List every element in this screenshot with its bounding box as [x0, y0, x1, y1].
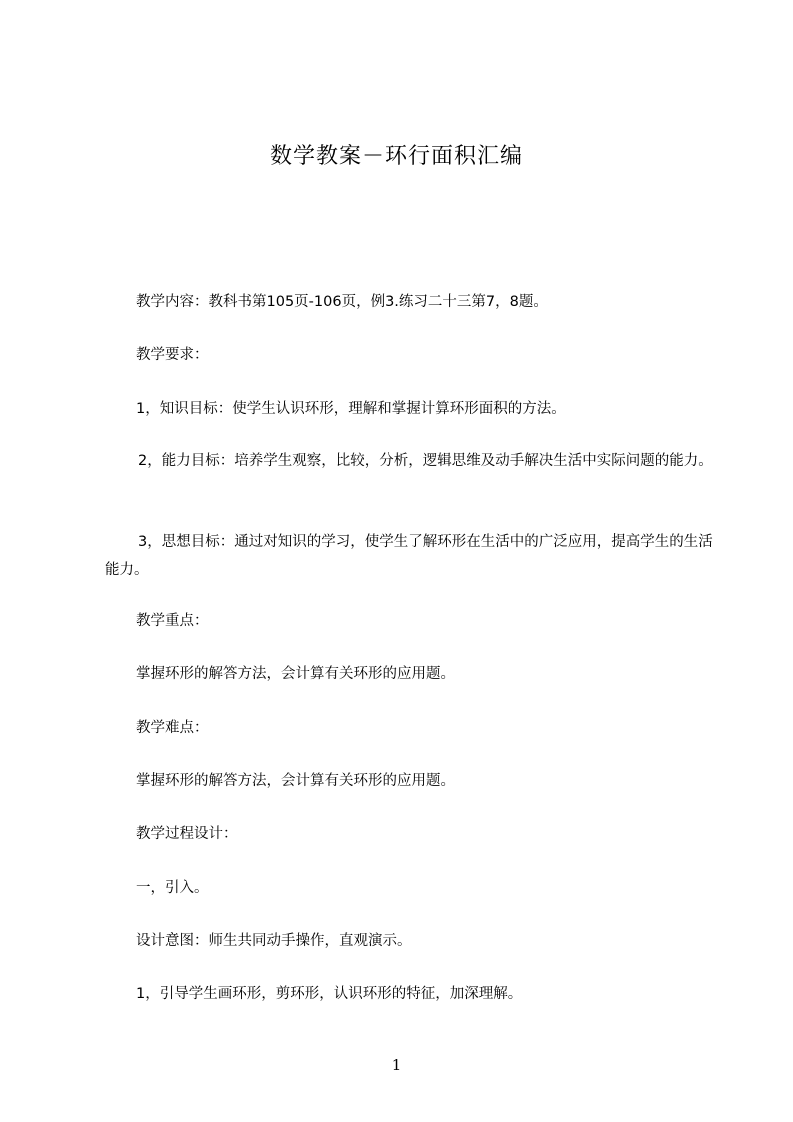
- teaching-difficulty-paragraph: 掌握环形的解答方法，会计算有关环形的应用题。: [136, 773, 455, 789]
- page-number: 1: [391, 1056, 402, 1074]
- teaching-focus-paragraph: 掌握环形的解答方法，会计算有关环形的应用题。: [136, 666, 455, 682]
- document-title: 数学教案－环行面积汇编: [269, 144, 523, 169]
- teaching-difficulty-heading: 教学难点：: [136, 720, 209, 736]
- design-intent-paragraph: 设计意图：师生共同动手操作，直观演示。: [136, 933, 412, 949]
- knowledge-objective-paragraph: 1，知识目标：使学生认识环形，理解和掌握计算环形面积的方法。: [136, 401, 566, 417]
- teaching-focus-heading: 教学重点：: [136, 613, 209, 629]
- introduction-heading: 一，引入。: [136, 880, 209, 896]
- guide-students-paragraph: 1，引导学生画环形，剪环形，认识环形的特征，加深理解。: [136, 986, 523, 1002]
- teaching-requirements-heading: 教学要求：: [136, 347, 209, 363]
- teaching-content-paragraph: 教学内容：教科书第105页-106页，例3.练习二十三第7，8题。: [136, 294, 548, 310]
- ability-objective-paragraph: 2，能力目标：培养学生观察，比较，分析，逻辑思维及动手解决生活中实际问题的能力。: [138, 453, 713, 469]
- thinking-objective-paragraph: 3，思想目标：通过对知识的学习，使学生了解环形在生活中的广泛应用，提高学生的生活能力。: [105, 534, 713, 578]
- teaching-process-heading: 教学过程设计：: [136, 826, 238, 842]
